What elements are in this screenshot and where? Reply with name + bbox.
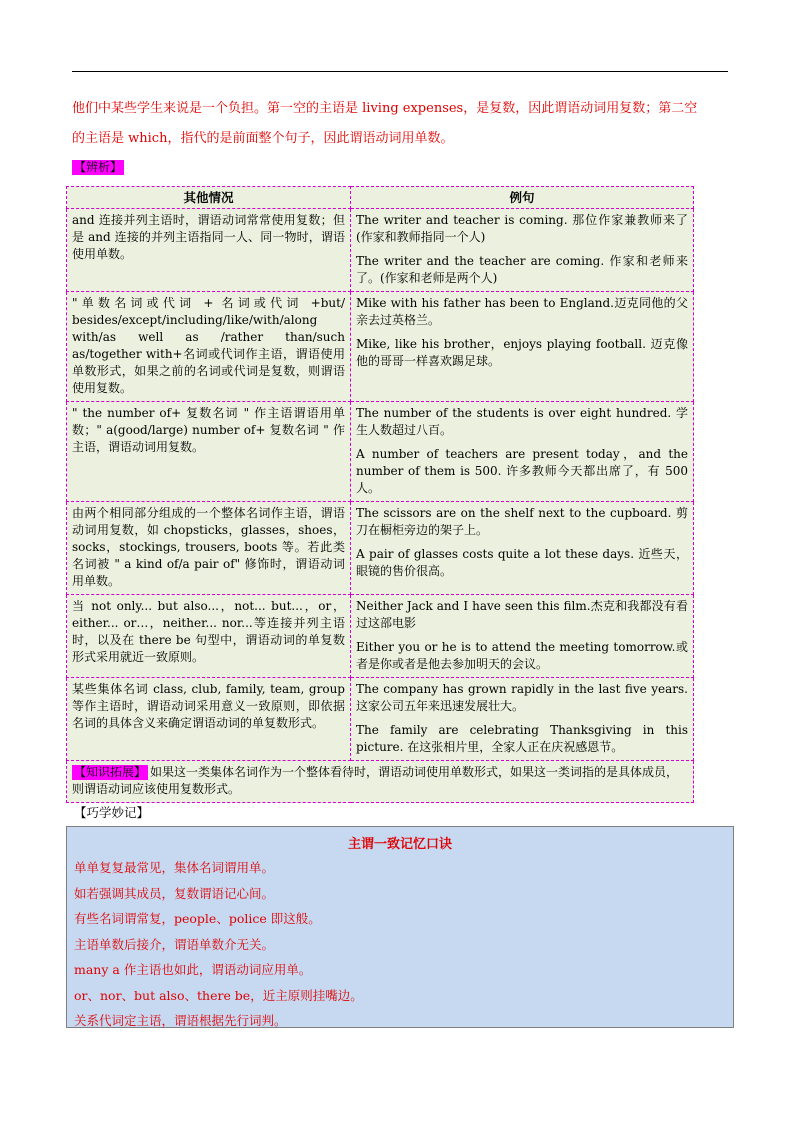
case-cell: 当 not only... but also...，not... but...，or，either... or…，neither... nor...等连接并列主语时，以及在 there be 句型中，谓语动词的单复数形式采用就近一致原则。: [67, 595, 351, 678]
memory-lines: [67, 855, 733, 1034]
memory-line: 主语单数后接介，谓语单数介无关。: [74, 936, 275, 952]
example-sentence: Either you or he is to attend the meeting tomorrow.或者是你或者是他去参加明天的会议。: [356, 640, 688, 671]
header-examples: 例句: [351, 187, 694, 209]
example-sentence: The family are celebrating Thanksgiving in this picture. 在这张相片里，全家人正在庆祝感恩节。: [356, 723, 688, 754]
table-header-row: [67, 187, 694, 209]
example-sentence: The writer and teacher is coming. 那位作家兼教师来了(作家和教师指同一个人): [356, 213, 688, 244]
header-rule: [72, 71, 728, 72]
header-cases: 其他情况: [67, 187, 351, 209]
case-cell: 由两个相同部分组成的一个整体名词作主语，谓语动词用复数，如 chopsticks，glasses，shoes，socks，stockings, trousers, boots 等。若此类名词被 " a kind of/a pair of" 修饰时，谓语动词用单数。: [67, 502, 351, 595]
bianxi-tag: 【辨析】: [74, 160, 123, 174]
example-sentence: A pair of glasses costs quite a lot these days. 近些天，眼镜的售价很高。: [356, 547, 688, 578]
extension-row: [67, 761, 694, 803]
examples-cell: [351, 292, 694, 402]
memory-line: or、nor、but also、there be，近主原则挂嘴边。: [74, 987, 363, 1003]
examples-cell: [351, 502, 694, 595]
memory-box: [66, 826, 734, 1028]
table-row: [67, 502, 694, 595]
memory-title: 主谓一致记忆口诀: [347, 837, 452, 852]
examples-cell: [351, 595, 694, 678]
example-sentence: A number of teachers are present today，and the number of them is 500. 许多教师今天都出席了，有 500 人。: [356, 447, 688, 495]
table-row: [67, 595, 694, 678]
table-row: [67, 209, 694, 292]
memory-line: 单单复复最常见，集体名词谓用单。: [74, 860, 275, 875]
table-row: [67, 402, 694, 502]
examples-cell: [351, 402, 694, 502]
examples-cell: [351, 678, 694, 761]
intro-line-1: 他们中某些学生来说是一个负担。第一空的主语是 living expenses，是复数，因此谓语动词用复数；第二空: [72, 101, 698, 116]
case-cell: "单数名词或代词 + 名词或代词 +but/ besides/except/including/like/with/along with/as well as /rather than/such as/together with+名词或代词作主语，谓语使用单数形式，如果之前的名词或代词是复数，则谓语使用复数。: [67, 292, 351, 402]
tips-label: 【巧学妙记】: [74, 805, 150, 820]
extension-cell: [67, 761, 694, 803]
memory-line: 关系代词定主语，谓语根据先行词判。: [74, 1013, 287, 1028]
table-row: [67, 292, 694, 402]
example-sentence: The company has grown rapidly in the last five years.这家公司五年来迅速发展壮大。: [356, 682, 688, 713]
table-row: [67, 678, 694, 761]
examples-cell: [351, 209, 694, 292]
intro-paragraph: [72, 94, 732, 154]
memory-line: many a 作主语也如此，谓语动词应用单。: [74, 962, 312, 977]
example-sentence: Mike with his father has been to England.迈克同他的父亲去过英格兰。: [356, 296, 688, 327]
comparison-table: [66, 186, 694, 803]
case-cell: 某些集体名词 class, club, family, team, group 等作主语时，谓语动词采用意义一致原则，即依据名词的具体含义来确定谓语动词的单复数形式。: [67, 678, 351, 761]
extension-tag: 【知识拓展】: [74, 765, 147, 779]
memory-line: 如若强调其成员，复数谓语记心间。: [74, 885, 275, 901]
example-sentence: The scissors are on the shelf next to the cupboard. 剪刀在橱柜旁边的架子上。: [356, 506, 688, 537]
example-sentence: The writer and the teacher are coming. 作家和老师来了。(作家和老师是两个人): [356, 254, 688, 285]
memory-line: 有些名词谓常复，people、police 即这般。: [74, 911, 321, 926]
intro-line-2: 的主语是 which，指代的是前面整个句子，因此谓语动词用单数。: [72, 131, 454, 146]
example-sentence: The number of the students is over eight hundred. 学生人数超过八百。: [356, 406, 688, 437]
example-sentence: Mike, like his brother，enjoys playing football. 迈克像他的哥哥一样喜欢踢足球。: [356, 337, 688, 368]
example-sentence: Neither Jack and I have seen this film.杰克和我都没有看过这部电影: [356, 599, 688, 630]
case-cell: and 连接并列主语时，谓语动词常常使用复数；但是 and 连接的并列主语指同一人、同一物时，谓语使用单数。: [67, 209, 351, 292]
case-cell: " the number of+ 复数名词 " 作主语谓语用单数；" a(good/large) number of+ 复数名词 " 作主语，谓语动词用复数。: [67, 402, 351, 502]
extension-text: 如果这一类集体名词作为一个整体看待时，谓语动词使用单数形式，如果这一类词指的是具体成员，则谓语动词应该使用复数形式。: [72, 765, 679, 796]
